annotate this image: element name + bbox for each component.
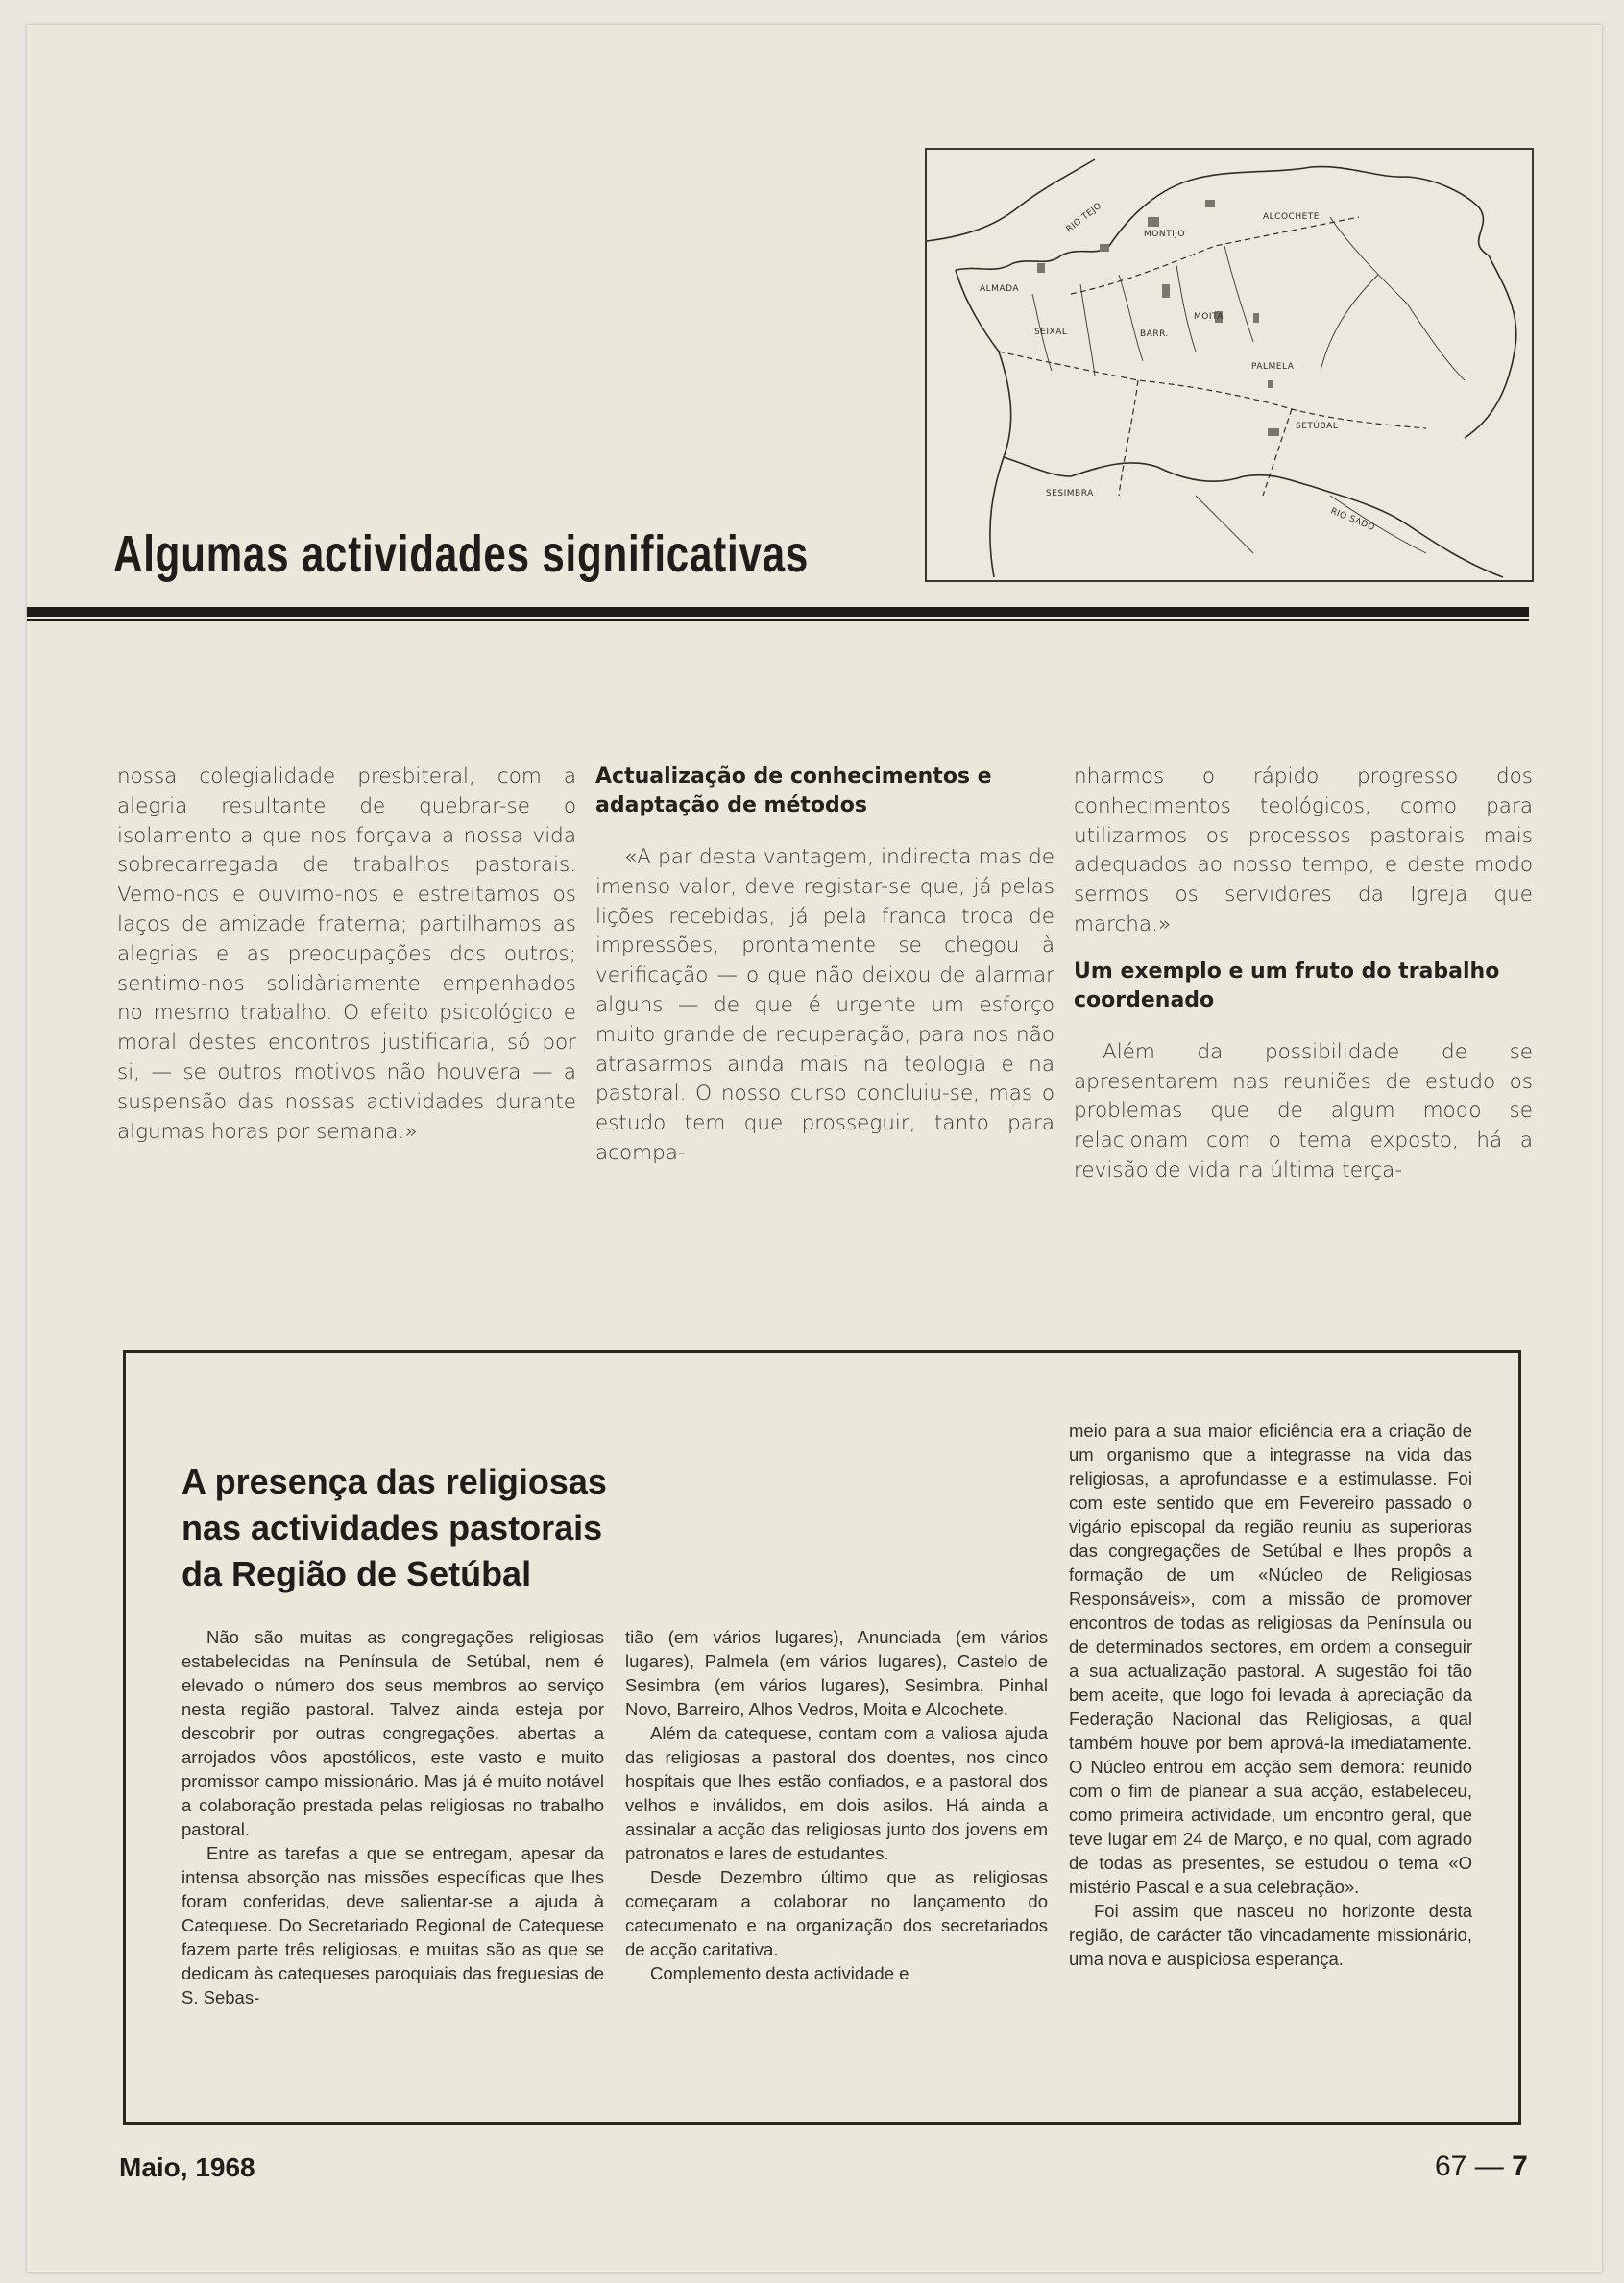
- column-2-text: «A par desta vantagem, indirecta mas de imenso valor, deve registar-se que, já pelas lições recebidas, já pela franca troca de impressões, prontamente se chegou à verificação — o que não deixou de alarmar alguns — de que é urgente um esforço muito grande de recuperação, para nos não atrasarmos ainda mais na teologia e na pastoral. O nosso curso concluiu-se, mas o estudo tem que prosseguir, tanto para acompa-: [595, 845, 1054, 1165]
- map-label-montijo: MONTIJO: [1144, 230, 1185, 239]
- article-column-1: [117, 763, 576, 1147]
- issue-date: Maio, 1968: [119, 2152, 255, 2182]
- map-label-rio-tejo: RIO TEJO: [1064, 201, 1104, 235]
- box-col3-paragraph-1: meio para a sua maior eficiência era a criação de um organismo que a integrasse na vida das religiosas, a aprofundasse e a estimulasse. Foi com este sentido que em Fevereiro passado o vigário episcopal da região reuniu as superioras das congregações de Setúbal e lhes propôs a formação de um «Núcleo de Religiosas Responsáveis», com a missão de promover encontros de todas as religiosas da Península ou de determinados sectores, em ordem a conseguir a sua actualização pastoral. A sugestão foi tão bem aceite, que logo foi levada à apreciação da Federação Nacional das Religiosas, a qual também houve por bem aprová-la imediatamente. O Núcleo entrou em acção sem demora: reunido com o fim de planear a sua acção, estabeleceu, como primeira actividade, um encontro geral, que teve lugar em 24 de Março, e no qual, com agrado de todas as presentes, se estudou o tema «O mistério Pascal e a sua celebração».: [1069, 1421, 1472, 1897]
- box-col1-paragraph-2: Entre as tarefas a que se entregam, apesar da intensa absorção nas missões específicas que lhes foram conferidas, deve salientar-se a ajuda à Catequese. Do Secretariado Regional de Catequese fazem parte três religiosas, e muitas são as que se dedicam às catequeses paroquiais das freguesias de S. Sebas-: [182, 1843, 604, 2007]
- box-col2-paragraph-1: tião (em vários lugares), Anunciada (em vários lugares), Palmela (em vários lugares), Castelo de Sesimbra (em vários lugares), Sesimbra, Pinhal Novo, Barreiro, Alhos Vedros, Moita e Alcochete.: [625, 1627, 1048, 1719]
- map-label-rio-sado: RIO SADO: [1328, 506, 1376, 534]
- box-column-3: [1069, 1419, 1472, 1971]
- box-col2-paragraph-3: Desde Dezembro último que as religiosas começaram a colaborar no lançamento do catecumenato e na organização dos secretariados de acção caritativa.: [625, 1867, 1048, 1959]
- page-number: [1435, 2150, 1528, 2183]
- page-number-b: 7: [1512, 2150, 1528, 2182]
- box-col2-paragraph-2: Além da catequese, contam com a valiosa ajuda das religiosas a pastoral dos doentes, nos cinco hospitais que lhes estão confiados, e a pastoral dos velhos e inválidos, em dois asilos. Há ainda a assinalar a acção das religiosas junto dos jovens em patronatos e lares de estudantes.: [625, 1723, 1048, 1863]
- box-col1-paragraph-1: Não são muitas as congregações religiosas estabelecidas na Península de Setúbal, nem é elevado o número dos seus membros ao serviço nesta região pastoral. Talvez ainda esteja por descobrir por outras congregações, abertas a arrojados vôos apostólicos, este vasto e muito promissor campo missionário. Mas já é muito notável a colaboração prestada pelas religiosas no trabalho pastoral.: [182, 1627, 604, 1839]
- map-label-barreiro: BARR.: [1140, 329, 1169, 339]
- title-rule-thick: [27, 607, 1529, 617]
- title-rule-thin: [27, 619, 1529, 621]
- box-col2-paragraph-4: Complemento desta actividade e: [650, 1963, 909, 1983]
- article-column-2: [595, 763, 1054, 1169]
- page: [27, 25, 1602, 2272]
- page-number-dash: —: [1474, 2150, 1504, 2182]
- column-1-text: nossa colegialidade presbiteral, com a alegria resultante de quebrar-se o isolamento a que nos forçava a nossa vida sobrecarregada de trabalhos pastorais. Vemo-nos e ouvimo-nos e estreitamos os laços de amizade fraterna; partilhamos as alegrias e as preocupações dos outros; sentimo-nos solidàriamente empenhados no mesmo trabalho. O efeito psicológico e moral destes encontros justificaria, só por si, — se outros motivos não houvera — a suspensão das nossas actividades durante algumas horas por semana.»: [117, 765, 576, 1144]
- page-title: Algumas actividades significativas: [113, 525, 810, 583]
- box-title: A presença das religiosas nas actividades pastorais da Região de Setúbal: [182, 1462, 607, 1593]
- page-number-a: 67: [1435, 2150, 1467, 2182]
- map-label-sesimbra: SESIMBRA: [1046, 489, 1094, 498]
- map-label-setubal: SETÚBAL: [1296, 422, 1339, 431]
- map-drawing: [927, 150, 1532, 580]
- box-col3-paragraph-2: Foi assim que nasceu no horizonte desta região, de carácter tão vincadamente missionário, uma nova e auspiciosa esperança.: [1069, 1901, 1472, 1969]
- column-3-text-a: nharmos o rápido progresso dos conhecimentos teológicos, como para utilizarmos os processos pastorais mais adequados ao nosso tempo, e deste modo sermos os servidores da Igreja que marcha.»: [1074, 765, 1533, 936]
- column-3-text-b: Além da possibilidade de se apresentarem nas reuniões de estudo os problemas que de algum modo se relacionam com o tema exposto, há a revisão de vida na última terça-: [1074, 1039, 1533, 1182]
- map-label-seixal: SEIXAL: [1034, 328, 1068, 337]
- column-2-heading: Actualização de conhecimentos e adaptação de métodos: [595, 765, 992, 817]
- column-3-heading: Um exemplo e um fruto do trabalho coordenado: [1074, 959, 1500, 1012]
- map-label-alcochete: ALCOCHETE: [1263, 212, 1320, 222]
- map-label-moita: MOITA: [1194, 312, 1224, 322]
- sidebar-box: [123, 1350, 1521, 2125]
- box-column-2: [625, 1625, 1048, 1985]
- map-label-almada: ALMADA: [980, 284, 1020, 294]
- region-map: [925, 148, 1534, 582]
- article-column-3: [1074, 763, 1533, 1186]
- map-label-palmela: PALMELA: [1251, 362, 1295, 372]
- box-column-1: [182, 1625, 604, 2009]
